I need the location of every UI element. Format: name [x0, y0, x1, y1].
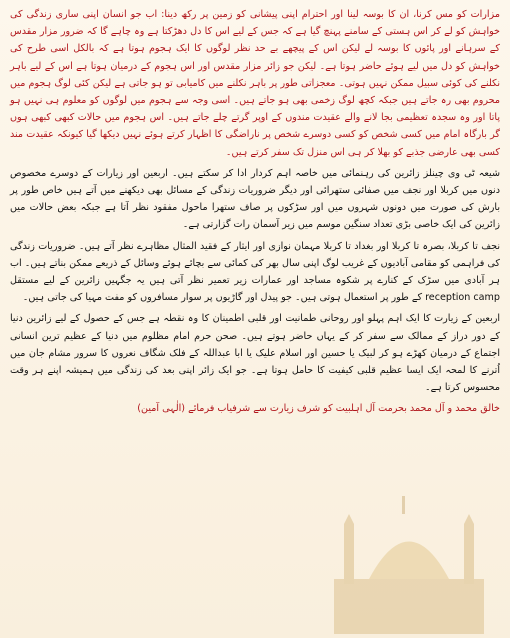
paragraph-hospitality: نجف تا کربلا، بصرہ تا کربلا اور بغداد تا کربلا مہمان نوازی اور ایثار کے فقید المثال مظاہرے نظر آتے ہیں۔ ضروریات زندگی کی فراہمی کو مقامی آبادیوں کے غریب لوگ اپنی سال بھر کی کمائی سے بچائے ہوئے وسائل کے ذریعے ممکن بناتے ہیں۔ اب ہر آبادی میں سڑک کے کنارے پر شکوہ مساجد اور عمارات زیر تعمیر نظر آتی ہیں یہ جگہیں زائرین کے لیے مستقل reception camp کے طور پر استعمال ہوتی ہیں۔ جو پیدل اور گاڑیوں پر سوار مسافروں کو مفت مہیا کی جاتی ہیں۔	[10, 240, 500, 304]
paragraph-tv-channels: شیعہ ٹی وی چینلز زائرین کی رہنمائی میں خاصہ اہم کردار ادا کر سکتے ہیں۔ اربعین اور زیارات کے دوسرے مخصوص دنوں میں کربلا اور نجف میں صفائی ستھرائی اور دیگر ضروریات زندگی کے مسائل بھی دیکھنے میں آتے ہیں خاص طور پر بارش کی صورت میں دونوں شہروں میں اور سڑکوں پر صاف ستھرا ماحول مفقود نظر آتا ہے جبکہ بعض حالات میں زائرین کی ایک خاصی بڑی تعداد سنگین موسم میں زیر آسمان رات گزارتی ہے۔	[10, 167, 500, 231]
shrine-dome-watermark-icon	[314, 484, 504, 634]
paragraph-arbaeen-spirituality: اربعین کے زیارت کا ایک اہم پہلو اور روحانی طمانیت اور قلبی اطمینان کا وہ نقطہ ہے جس کے حصول کے لیے زائرین دنیا کے دور دراز کے ممالک سے سفر کر کے یہاں حاضر ہوتے ہیں۔ صحن حرم امام مظلوم میں دنیا کے عظیم ترین انسانی اجتماع کے درمیان کھڑے ہو کر لبیک یا حسین اور اسلام علیک یا ابا عبداللہ کے فلک شگاف نعروں کا سرور مشام جان میں اُترنے کا لمحہ ایک ایسا عظیم قلبی کیفیت کا حامل ہوتا ہے۔ جو ایک زائر اپنی بعد کی زندگی میں ہمیشہ اپنے ہر وقت محسوس کرتا ہے۔	[10, 313, 500, 394]
closing-prayer: خالق محمد و آل محمد بحرمت آل اہلبیت کو شرف زیارت سے شرفیاب فرمائے (الٰہی آمین)	[137, 403, 500, 415]
paragraph-ziyarat-etiquette: مزارات کو مس کرنا، ان کا بوسہ لینا اور احترام اپنی پیشانی کو زمین پر رکھ دینا: اب جو انسان اپنی ساری زندگی کی خواہش کو لے کر اس ہستی کے سامنے پہنچ گیا ہے کہ جس کے لیے اس کا دل دھڑکتا ہے وہ چاہے گا کہ ضرور مزار مقدس کے سرہانے اور پائوں کا بوسہ لے لیکن اس کے پیچھے بے حد نظر لوگوں کا ایک ہجوم ہوتا ہے کہ بالکل اسی طرح کی خواہش کو دل میں لیے ہوئے حاضر ہوتا ہے۔ لیکن جو زائر مزار مقدس اور اس ہجوم کے درمیان ہوتا ہے اس کے لیے باہر نکلنے کی کوئی سبیل ممکن نہیں ہوتی۔ معجزاتی طور پر باہر نکلنے میں کامیابی تو ہو جاتی ہے لیکن کئی لوگ ہجوم میں محروم بھی رہ جاتے ہیں جبکہ کچھ لوگ زخمی بھی ہو جاتے ہیں۔ اسی وجہ سے ہجوم میں لوگوں کو معلوم ہی نہیں ہو پاتا اور وہ سجدہ تعظیمی بجا لانے والے عقیدت مندوں کے اوپر گرتے چلے جاتے ہیں۔ اس ہجوم میں حالات کبھی کبھی ہوں گر بارگاہ امام میں کسی شخص کو کسی دوسرے شخص پر ناراضگی کا اظہار کرتے ہوئے نہیں دیکھا گیا کیونکہ عقیدت مند کسی بھی عارضی جذبے کو بھلا کر ہی اس منزل تک سفر کرتے ہیں۔	[10, 9, 500, 158]
article-body	[10, 6, 500, 422]
